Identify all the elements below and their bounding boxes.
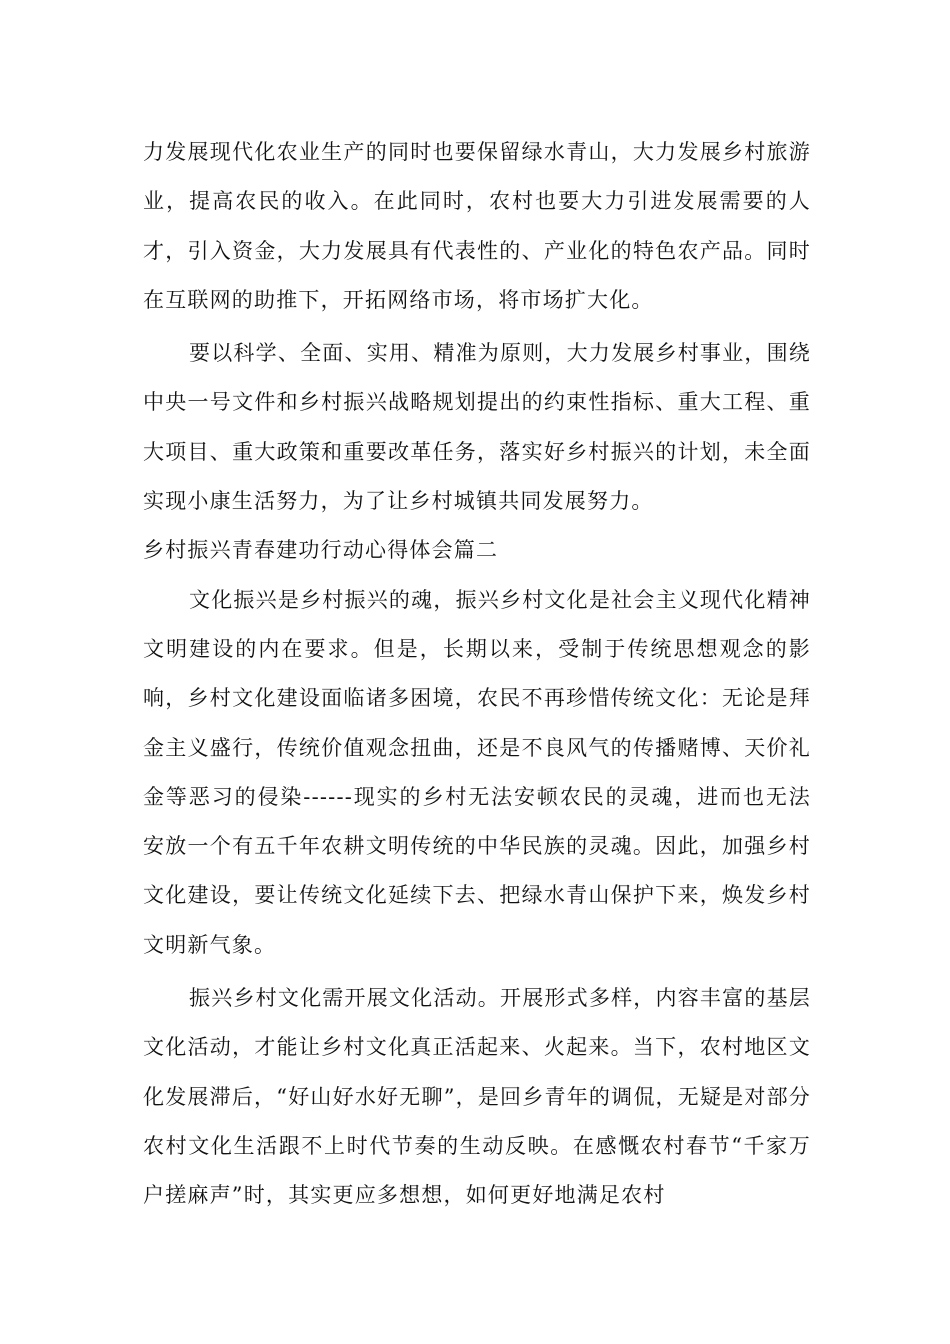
paragraph-cultural-revival: 文化振兴是乡村振兴的魂，振兴乡村文化是社会主义现代化精神文明建设的内在要求。但是，长期以来，受制于传统思想观念的影响，乡村文化建设面临诸多困境，农民不再珍惜传统文化：无论是拜金主义盛行，传统价值观念扭曲，还是不良风气的传播赌博、天价礼金等恶习的侵染------现实的乡村无法安顿农民的灵魂，进而也无法安放一个有五千年农耕文明传统的中华民族的灵魂。因此，加强乡村文化建设，要让传统文化延续下去、把绿水青山保护下来，焕发乡村文明新气象。: [143, 587, 811, 957]
paragraph-cultural-activities: 振兴乡村文化需开展文化活动。开展形式多样，内容丰富的基层文化活动，才能让乡村文化真正活起来、火起来。当下，农村地区文化发展滞后，“好山好水好无聊”，是回乡青年的调侃，无疑是对部分农村文化生活跟不上时代节奏的生动反映。在感慨农村春节“千家万户搓麻声”时，其实更应多想想，如何更好地满足农村: [143, 986, 811, 1208]
document-body: [143, 128, 811, 1221]
paragraph-continuation: 力发展现代化农业生产的同时也要保留绿水青山，大力发展乡村旅游业，提高农民的收入。在此同时，农村也要大力引进发展需要的人才，引入资金，大力发展具有代表性的、产业化的特色农产品。同时在互联网的助推下，开拓网络市场，将市场扩大化。: [143, 140, 811, 312]
section-heading: 乡村振兴青春建功行动心得体会篇二: [143, 538, 499, 563]
paragraph-principles: 要以科学、全面、实用、精准为原则，大力发展乡村事业，围绕中央一号文件和乡村振兴战略规划提出的约束性指标、重大工程、重大项目、重大政策和重要改革任务，落实好乡村振兴的计划，未全面实现小康生活努力，为了让乡村城镇共同发展努力。: [143, 341, 811, 514]
